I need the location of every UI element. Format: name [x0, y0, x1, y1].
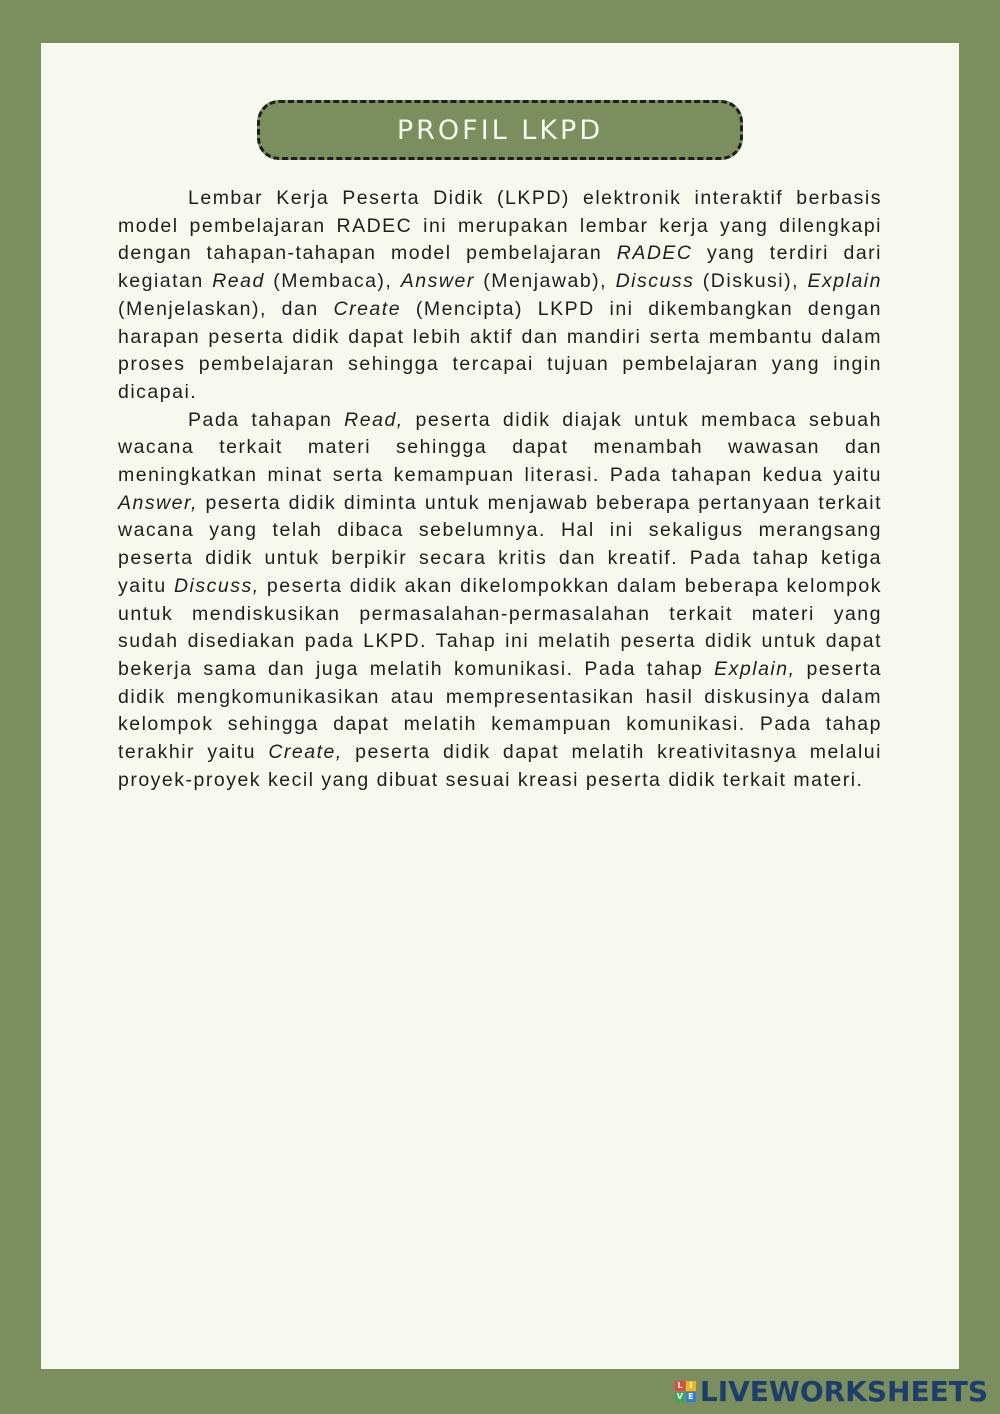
text-run: yang terdiri dari kegiatan: [118, 242, 882, 293]
italic-term: Explain,: [714, 657, 796, 680]
logo-square: I: [686, 1381, 696, 1391]
text-run: (Diskusi),: [694, 270, 808, 293]
brand-name: LIVEWORKSHEETS: [699, 1374, 988, 1408]
text-run: (Membaca),: [264, 270, 401, 293]
italic-term: Discuss,: [173, 574, 260, 597]
italic-term: Discuss: [615, 270, 695, 293]
italic-term: Answer: [400, 270, 475, 293]
text-run: (Menjawab),: [474, 270, 616, 293]
text-run: peserta didik mengkomunikasikan atau mempresentasikan hasil diskusinya dalam kelompok sehingga dapat melatih kemampuan komunikasi. Pada tahap terakhir yaitu: [118, 657, 882, 764]
italic-term: Read: [212, 270, 265, 293]
logo-square: E: [686, 1392, 696, 1402]
italic-term: Explain: [807, 270, 882, 293]
body-text: [118, 185, 882, 794]
italic-term: Answer,: [118, 491, 198, 514]
text-run: peserta didik dapat melatih kreativitasnya melalui proyek-proyek kecil yang dibuat sesuai kreasi peserta didik terkait materi.: [118, 741, 882, 791]
text-run: peserta didik akan dikelompokkan dalam beberapa kelompok untuk mendiskusikan permasalahan-permasalahan terkait materi yang sudah disediakan pada LKPD. Tahap ini melatih peserta didik untuk dapat bekerja sama dan juga melatih komunikasi. Pada tahap: [118, 574, 883, 680]
text-run: Lembar Kerja Peserta Didik (LKPD) elektronik interaktif berbasis model pembelajaran RADEC ini merupakan lembar kerja yang dilengkapi dengan tahapan-tahapan model pembelajaran: [118, 187, 882, 265]
page-sheet: [41, 43, 959, 1369]
footer-brand: [675, 1376, 988, 1406]
italic-term: RADEC: [616, 242, 693, 265]
text-run: peserta didik diajak untuk membaca sebuah wacana terkait materi sehingga dapat menambah wawasan dan meningkatkan minat serta kemampuan literasi. Pada tahapan kedua yaitu: [118, 408, 882, 487]
paragraph: [118, 407, 882, 795]
paragraph: [118, 185, 882, 407]
text-run: peserta didik diminta untuk menjawab beberapa pertanyaan terkait wacana yang telah dibaca sebelumnya. Hal ini sekaligus merangsang peserta didik untuk berpikir secara kritis dan kreatif. Pada tahap ketiga yaitu: [118, 491, 882, 597]
italic-term: Read,: [344, 408, 404, 431]
italic-term: Create,: [268, 741, 343, 764]
title-banner: [257, 100, 743, 160]
italic-term: Create: [333, 297, 402, 320]
liveworksheets-logo-icon: [675, 1381, 696, 1402]
logo-square: L: [675, 1381, 685, 1391]
text-run: (Menjelaskan), dan: [118, 297, 334, 320]
logo-square: V: [676, 1391, 683, 1401]
text-run: Pada tahapan: [188, 408, 345, 431]
page-title: PROFIL LKPD: [396, 114, 604, 146]
text-run: (Mencipta) LKPD ini dikembangkan dengan harapan peserta didik dapat lebih aktif dan mandiri serta membantu dalam proses pembelajaran sehingga tercapai tujuan pembelajaran yang ingin dicapai.: [118, 297, 882, 403]
